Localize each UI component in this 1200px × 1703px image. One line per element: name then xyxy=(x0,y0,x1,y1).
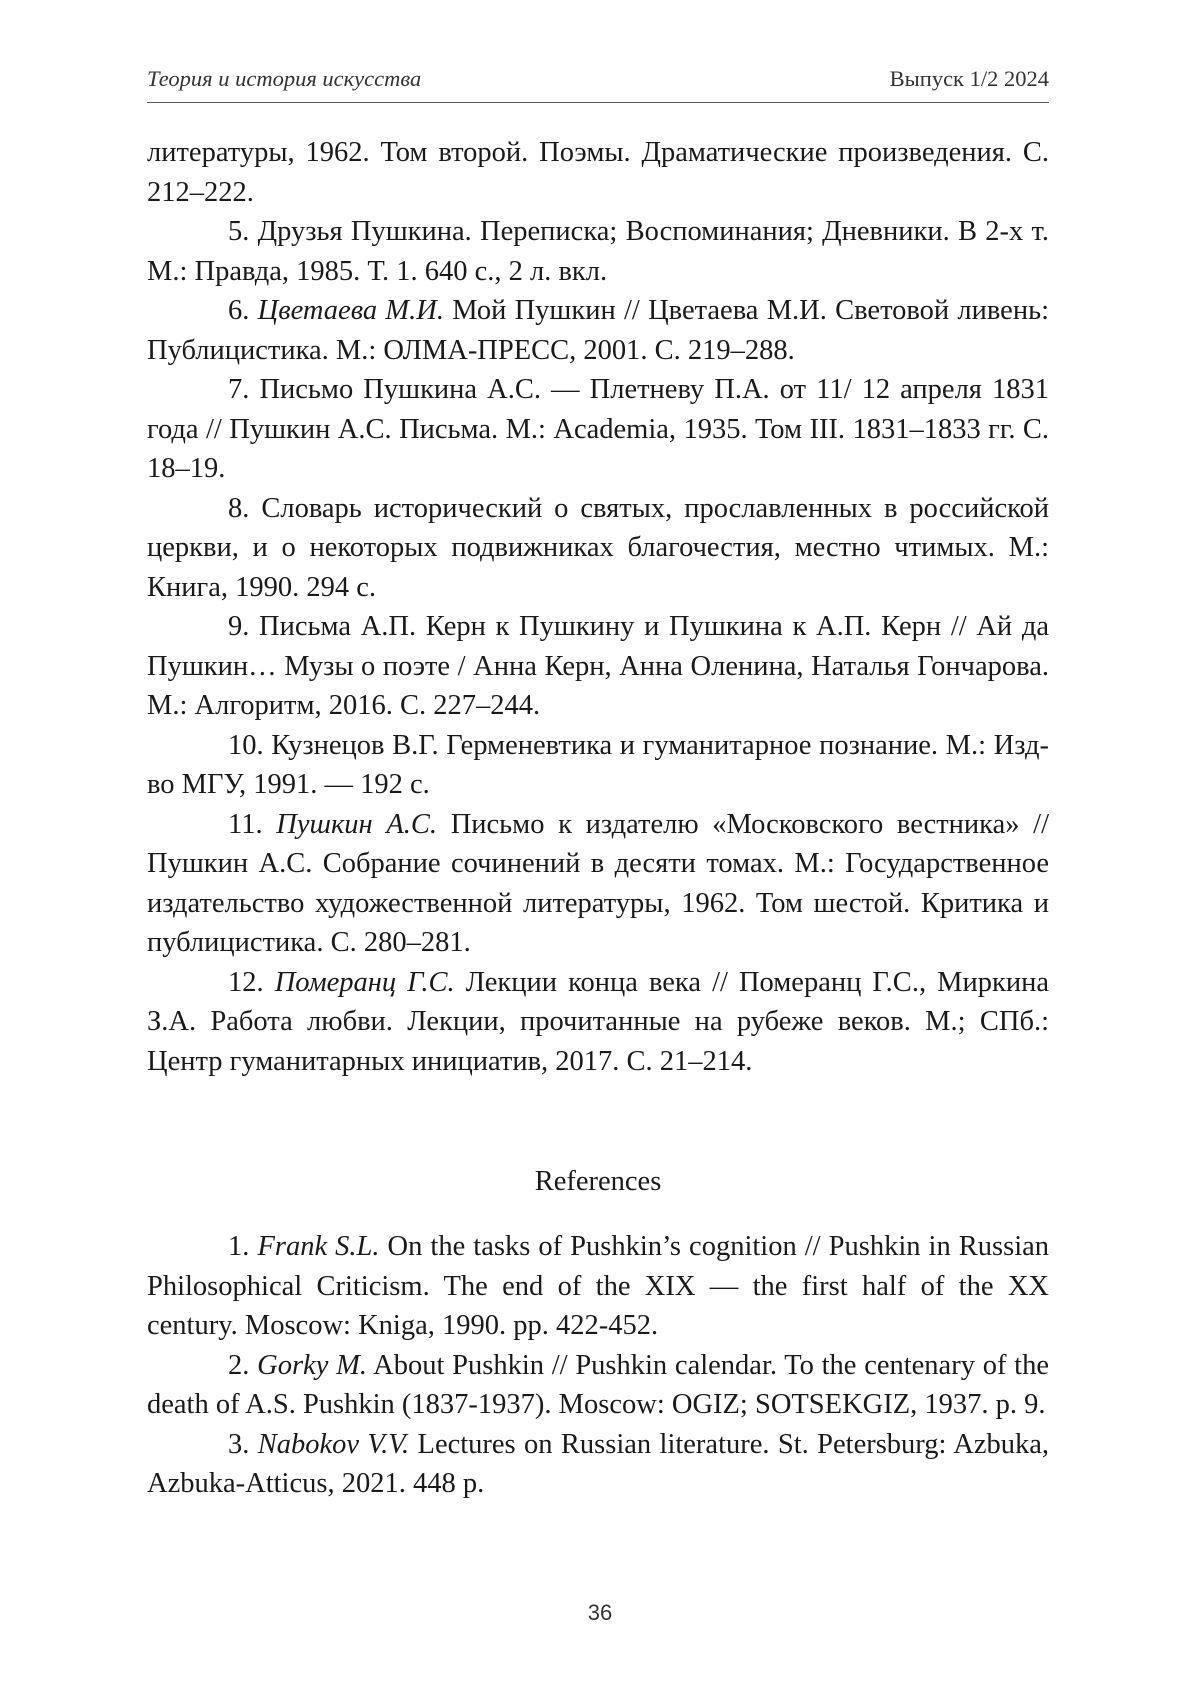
item-number: 3. xyxy=(228,1429,258,1460)
bibliography-item-10: 10. Кузнецов В.Г. Герменевтика и гуманитарное познание. М.: Изд-во МГУ, 1991. — 192 с. xyxy=(147,726,1049,805)
item-author: Nabokov V.V. xyxy=(258,1429,409,1460)
reference-item-1 xyxy=(147,1227,1049,1346)
item-details: Lectures on Russian literature. St. Petersburg: Azbuka, Azbuka-Atticus, 2021. 448 p. xyxy=(147,1429,1049,1500)
reference-item-2 xyxy=(147,1346,1049,1425)
bibliography-continuation: литературы, 1962. Том второй. Поэмы. Драматические произведения. С. 212–222. xyxy=(147,133,1049,212)
running-header xyxy=(147,66,1049,103)
item-details: On the tasks of Pushkin’s cognition // Pushkin in Russian Philosophical Criticism. The end of the XIX — the first half of the XX century. Moscow: Kniga, 1990. pp. 422-452. xyxy=(147,1231,1049,1341)
bibliography-item-7: 7. Письмо Пушкина А.С. — Плетневу П.А. от 11/ 12 апреля 1831 года // Пушкин А.С. Письма. М.: Academia, 1935. Том III. 1831–1833 гг. С. 18–19. xyxy=(147,370,1049,489)
item-author: Gorky M. xyxy=(257,1350,367,1381)
references-heading: References xyxy=(147,1166,1049,1198)
item-author: Frank S.L. xyxy=(257,1231,379,1262)
item-author: Цветаева М.И. xyxy=(258,295,444,326)
bibliography-list xyxy=(147,133,1049,1081)
item-number: 6. xyxy=(228,295,258,326)
item-details: Лекции конца века // Померанц Г.С., Миркина З.А. Работа любви. Лекции, прочитанные на рубеже веков. М.; СПб.: Центр гуманитарных инициатив, 2017. С. 21–214. xyxy=(147,967,1049,1077)
bibliography-item-11 xyxy=(147,805,1049,963)
item-author: Померанц Г.С. xyxy=(275,967,455,998)
item-details: Мой Пушкин // Цветаева М.И. Световой ливень: Публицистика. М.: ОЛМА-ПРЕСС, 2001. С. 219–288. xyxy=(147,295,1049,366)
references-list xyxy=(147,1227,1049,1504)
bibliography-item-9: 9. Письма А.П. Керн к Пушкину и Пушкина к А.П. Керн // Ай да Пушкин… Музы о поэте / Анна Керн, Анна Оленина, Наталья Гончарова. М.: Алгоритм, 2016. С. 227–244. xyxy=(147,607,1049,726)
journal-title: Теория и история искусства xyxy=(147,66,421,92)
page-number: 36 xyxy=(0,1600,1200,1626)
bibliography-item-5: 5. Друзья Пушкина. Переписка; Воспоминания; Дневники. В 2-х т. М.: Правда, 1985. Т. 1. 640 с., 2 л. вкл. xyxy=(147,212,1049,291)
reference-item-3 xyxy=(147,1425,1049,1504)
item-number: 1. xyxy=(228,1231,257,1262)
item-number: 11. xyxy=(228,809,276,840)
item-number: 12. xyxy=(228,967,275,998)
item-number: 2. xyxy=(228,1350,257,1381)
bibliography-item-12 xyxy=(147,963,1049,1082)
item-author: Пушкин А.С. xyxy=(276,809,437,840)
bibliography-item-6 xyxy=(147,291,1049,370)
item-details: Письмо к издателю «Московского вестника» // Пушкин А.С. Собрание сочинений в десяти томах. М.: Государственное издательство художественной литературы, 1962. Том шестой. Критика и публицистика. С. 280–281. xyxy=(147,809,1049,959)
page xyxy=(0,0,1200,1703)
issue-number: Выпуск 1/2 2024 xyxy=(890,66,1049,92)
bibliography-item-8: 8. Словарь исторический о святых, прославленных в российской церкви, и о некоторых подвижниках благочестия, местно чтимых. М.: Книга, 1990. 294 с. xyxy=(147,489,1049,608)
item-details: About Pushkin // Pushkin calendar. To the centenary of the death of A.S. Pushkin (1837-1937). Moscow: OGIZ; SOTSEKGIZ, 1937. p. 9. xyxy=(147,1350,1049,1421)
